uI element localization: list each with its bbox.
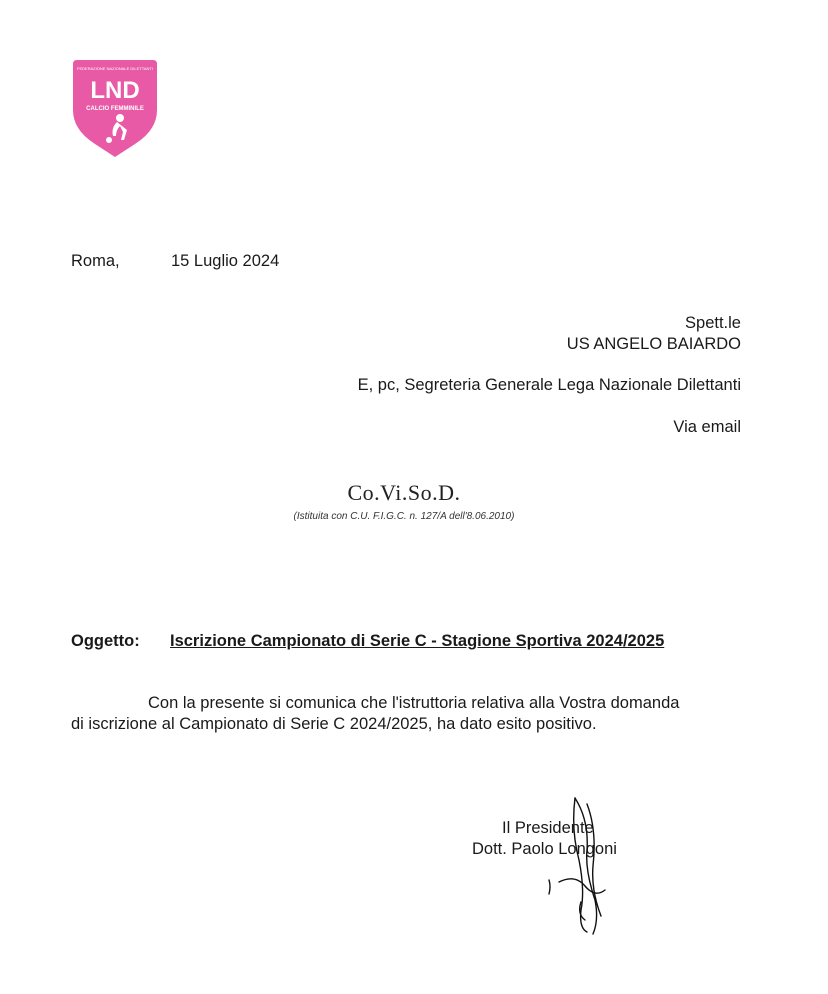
recipient-prefix: Spett.le	[685, 314, 741, 332]
lnd-logo	[71, 58, 159, 158]
subject-text: Iscrizione Campionato di Serie C - Stagione Sportiva 2024/2025	[170, 632, 665, 650]
letter-city: Roma,	[71, 252, 120, 270]
cc-line: E, pc, Segreteria Generale Lega Nazionale Dilettanti	[357, 376, 741, 394]
logo-line1: FEDERAZIONE NAZIONALE DILETTANTI	[77, 66, 153, 71]
delivery-method: Via email	[673, 418, 741, 436]
logo-acronym: LND	[90, 77, 140, 104]
logo-subtitle: CALCIO FEMMINILE	[86, 106, 144, 112]
body-line-1: Con la presente si comunica che l'istruttoria relativa alla Vostra domanda	[148, 694, 680, 712]
handwritten-signature	[535, 790, 625, 940]
subject-label: Oggetto:	[71, 632, 140, 650]
signatory-role: Il Presidente	[502, 819, 594, 837]
covisod-subtitle: (Istituita con C.U. F.I.G.C. n. 127/A dell'8.06.2010)	[293, 511, 515, 522]
covisod-title: Co.Vi.So.D.	[347, 480, 461, 505]
recipient-name: US ANGELO BAIARDO	[566, 335, 741, 353]
body-line-2: di iscrizione al Campionato di Serie C 2024/2025, ha dato esito positivo.	[71, 715, 597, 733]
letter-date: 15 Luglio 2024	[171, 252, 280, 270]
signatory-name: Dott. Paolo Longoni	[472, 840, 617, 858]
